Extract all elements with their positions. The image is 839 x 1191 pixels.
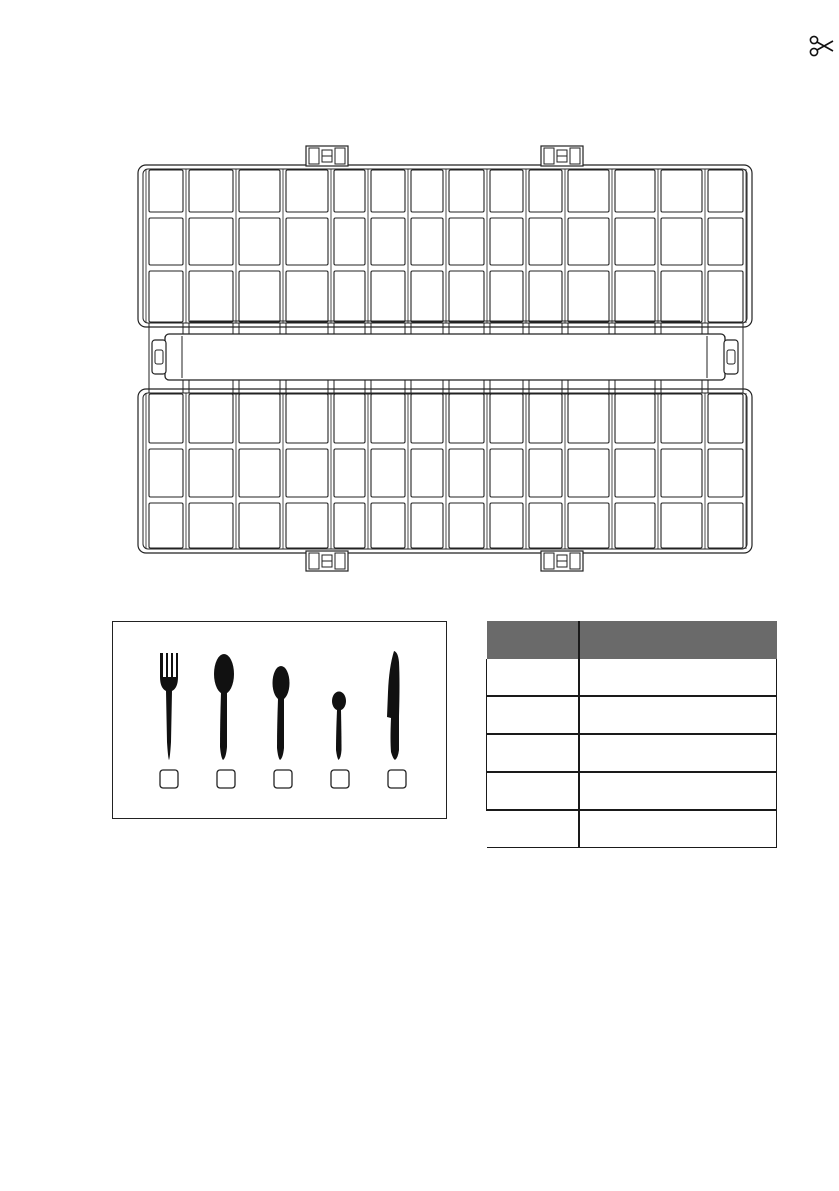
tray-cell (529, 503, 562, 548)
legend-value-cell[interactable] (579, 734, 777, 772)
tray-cell (189, 170, 233, 212)
tray-cell (490, 449, 523, 497)
cutlery-checkboxes (160, 770, 406, 788)
tray-cell (568, 271, 609, 322)
tray-cell (490, 218, 523, 265)
dessert-spoon-icon (273, 666, 290, 760)
checkbox[interactable] (331, 770, 349, 788)
tray-cell (615, 449, 655, 497)
tray-handle (152, 334, 738, 380)
legend-header-cell (487, 621, 579, 659)
teaspoon-icon (332, 692, 346, 761)
tray-cell (708, 394, 743, 443)
tray-clip (541, 146, 583, 166)
tray-cell (449, 170, 484, 212)
tray-cell (490, 170, 523, 212)
tray-cell (286, 271, 328, 322)
tray-cell (449, 503, 484, 548)
cutlery-type-box (112, 621, 447, 819)
tray-cell (529, 394, 562, 443)
tray-cell (615, 394, 655, 443)
tray-cell (334, 218, 365, 265)
legend-header-cell (579, 621, 777, 659)
tray-cell (239, 503, 280, 548)
tray-cell (615, 271, 655, 322)
tray-cell (371, 218, 405, 265)
checkbox[interactable] (274, 770, 292, 788)
legend-header-row (487, 621, 777, 659)
tray-cell (189, 449, 233, 497)
tray-cell (239, 449, 280, 497)
tray-cell (708, 271, 743, 322)
legend-value-cell[interactable] (579, 772, 777, 810)
tray-cell (568, 170, 609, 212)
legend-key-cell[interactable] (487, 659, 579, 696)
tray-clip (541, 551, 583, 571)
tray-cell (286, 449, 328, 497)
tray-cell (661, 503, 702, 548)
tray-cell (334, 170, 365, 212)
tray-cell (334, 271, 365, 322)
tray-lower-half (138, 389, 752, 553)
tray-cell (529, 170, 562, 212)
tray-cell (371, 394, 405, 443)
legend-value-cell[interactable] (579, 810, 777, 848)
tray-cell (529, 449, 562, 497)
tray-cell (411, 503, 443, 548)
table-row (487, 772, 777, 810)
tray-cell (286, 170, 328, 212)
tray-cell (490, 503, 523, 548)
tray-cell (529, 271, 562, 322)
tray-cell (490, 271, 523, 322)
legend-value-cell[interactable] (579, 659, 777, 696)
tray-cell (371, 503, 405, 548)
tray-cell (286, 218, 328, 265)
tray-cell (149, 394, 183, 443)
tray-frame-inner (143, 169, 747, 323)
handle-hinge (724, 340, 738, 374)
tray-cell (411, 170, 443, 212)
tray-cell (189, 271, 233, 322)
cutlery-icons (113, 622, 448, 820)
tray-cell (529, 218, 562, 265)
tray-cell (286, 394, 328, 443)
tray-cell (661, 218, 702, 265)
tray-frame (138, 165, 752, 327)
tray-cell (189, 218, 233, 265)
tray-cell (568, 449, 609, 497)
tray-cell (371, 449, 405, 497)
tablespoon-icon (214, 654, 234, 760)
checkbox[interactable] (217, 770, 235, 788)
tray-cell (490, 394, 523, 443)
table-row (487, 696, 777, 734)
checkbox[interactable] (160, 770, 178, 788)
tray-cell (568, 503, 609, 548)
tray-clip (306, 551, 348, 571)
tray-cell (708, 503, 743, 548)
tray-cell (615, 218, 655, 265)
table-row (487, 734, 777, 772)
tray-cell (661, 449, 702, 497)
tray-cell (189, 394, 233, 443)
tray-upper-half (138, 165, 752, 327)
tray-cell (568, 218, 609, 265)
knife-icon (387, 651, 400, 760)
tray-cell (708, 218, 743, 265)
tray-cell (239, 394, 280, 443)
fork-icon (160, 653, 178, 760)
tray-cell (449, 449, 484, 497)
tray-cell (708, 170, 743, 212)
tray-cell (411, 449, 443, 497)
tray-cell (411, 271, 443, 322)
legend-key-cell[interactable] (487, 696, 579, 734)
legend-key-cell[interactable] (487, 734, 579, 772)
tray-cell (239, 218, 280, 265)
tray-cell (568, 394, 609, 443)
tray-frame (138, 389, 752, 553)
tray-cell (411, 394, 443, 443)
tray-cell (708, 449, 743, 497)
tray-cell (149, 170, 183, 212)
table-row (487, 810, 777, 848)
tray-clip (306, 146, 348, 166)
tray-frame-inner (143, 393, 747, 549)
tray-cell (239, 271, 280, 322)
tray-cell (661, 271, 702, 322)
tray-cell (371, 271, 405, 322)
legend-key-cell[interactable] (487, 772, 579, 810)
tray-cell (334, 394, 365, 443)
tray-cell (449, 218, 484, 265)
handle-hinge (152, 340, 166, 374)
tray-cell (286, 503, 328, 548)
table-row (487, 659, 777, 696)
tray-cell (334, 449, 365, 497)
tray-cell (615, 170, 655, 212)
tray-cell (449, 271, 484, 322)
tray-cell (371, 170, 405, 212)
tray-cell (615, 503, 655, 548)
legend-value-cell[interactable] (579, 696, 777, 734)
tray-cell (334, 503, 365, 548)
tray-cell (149, 449, 183, 497)
checkbox[interactable] (388, 770, 406, 788)
tray-cell (149, 218, 183, 265)
legend-key-cell[interactable] (487, 810, 579, 848)
tray-cell (661, 394, 702, 443)
tray-cell (449, 394, 484, 443)
legend-table (486, 621, 777, 848)
tray-cell (411, 218, 443, 265)
tray-cell (239, 170, 280, 212)
tray-cell (149, 503, 183, 548)
tray-cell (149, 271, 183, 322)
tray-cell (189, 503, 233, 548)
tray-cell (661, 170, 702, 212)
handle-bar (165, 334, 725, 380)
